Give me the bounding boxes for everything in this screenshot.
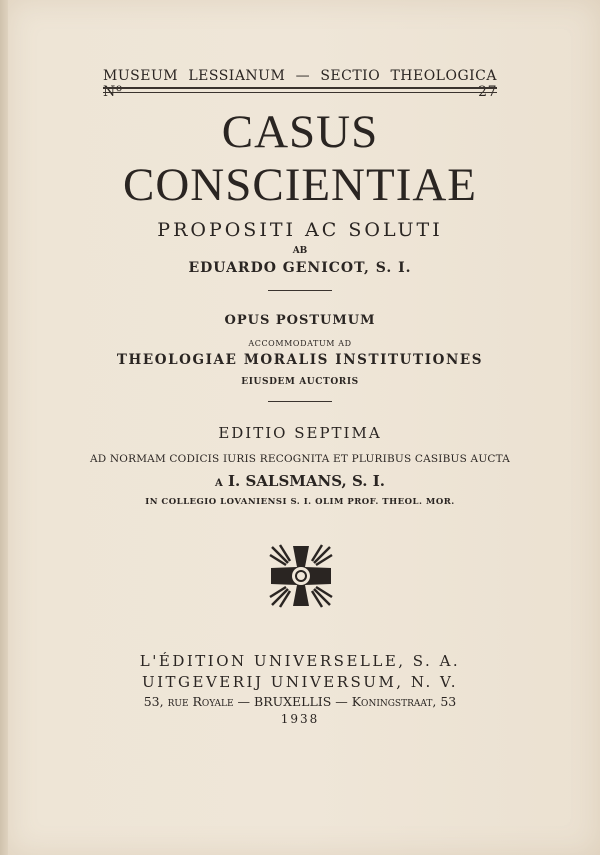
- series-number: Nº 27: [103, 84, 497, 100]
- editor-affiliation: IN COLLEGIO LOVANIENSI S. I. OLIM PROF. THEOL. MOR.: [145, 497, 455, 507]
- editor-name: I. SALSMANS, S. I.: [228, 472, 385, 490]
- series-name: MUSEUM LESSIANUM — SECTIO THEOLOGICA: [103, 68, 497, 84]
- publication-year: 1938: [280, 712, 320, 726]
- publisher-address: 53, rue Royale — BRUXELLIS — Koningstraat, 53: [143, 694, 457, 709]
- editor-line: [0, 472, 600, 490]
- subtitle: PROPOSITI AC SOLUTI: [157, 219, 443, 241]
- edition-note: AD NORMAM CODICIS IURIS RECOGNITA ET PLURIBUS CASIBUS AUCTA: [89, 453, 511, 465]
- accommodatum: ACCOMMODATUM AD: [248, 339, 352, 348]
- series-header: [103, 68, 497, 100]
- edition-label: EDITIO SEPTIMA: [218, 424, 382, 442]
- title-line-1: CASUS: [221, 106, 379, 158]
- title-line-2: CONSCIENTIAE: [122, 159, 478, 211]
- divider-1: [268, 290, 332, 291]
- author: EDUARDO GENICOT, S. I.: [188, 260, 412, 276]
- double-rule: [103, 87, 497, 93]
- eiusdem-auctoris: EIUSDEM AUCTORIS: [241, 377, 359, 387]
- institutiones: THEOLOGIAE MORALIS INSTITUTIONES: [116, 352, 484, 368]
- ab-label: AB: [292, 246, 308, 256]
- publisher-line-1: L'ÉDITION UNIVERSELLE, S. A.: [139, 652, 461, 670]
- publisher-line-2: UITGEVERIJ UNIVERSUM, N. V.: [141, 673, 459, 691]
- editor-prefix: A: [215, 478, 223, 489]
- cross-emblem-icon: [268, 543, 334, 609]
- divider-2: [268, 401, 332, 402]
- opus-postumum: OPUS POSTUMUM: [224, 313, 376, 328]
